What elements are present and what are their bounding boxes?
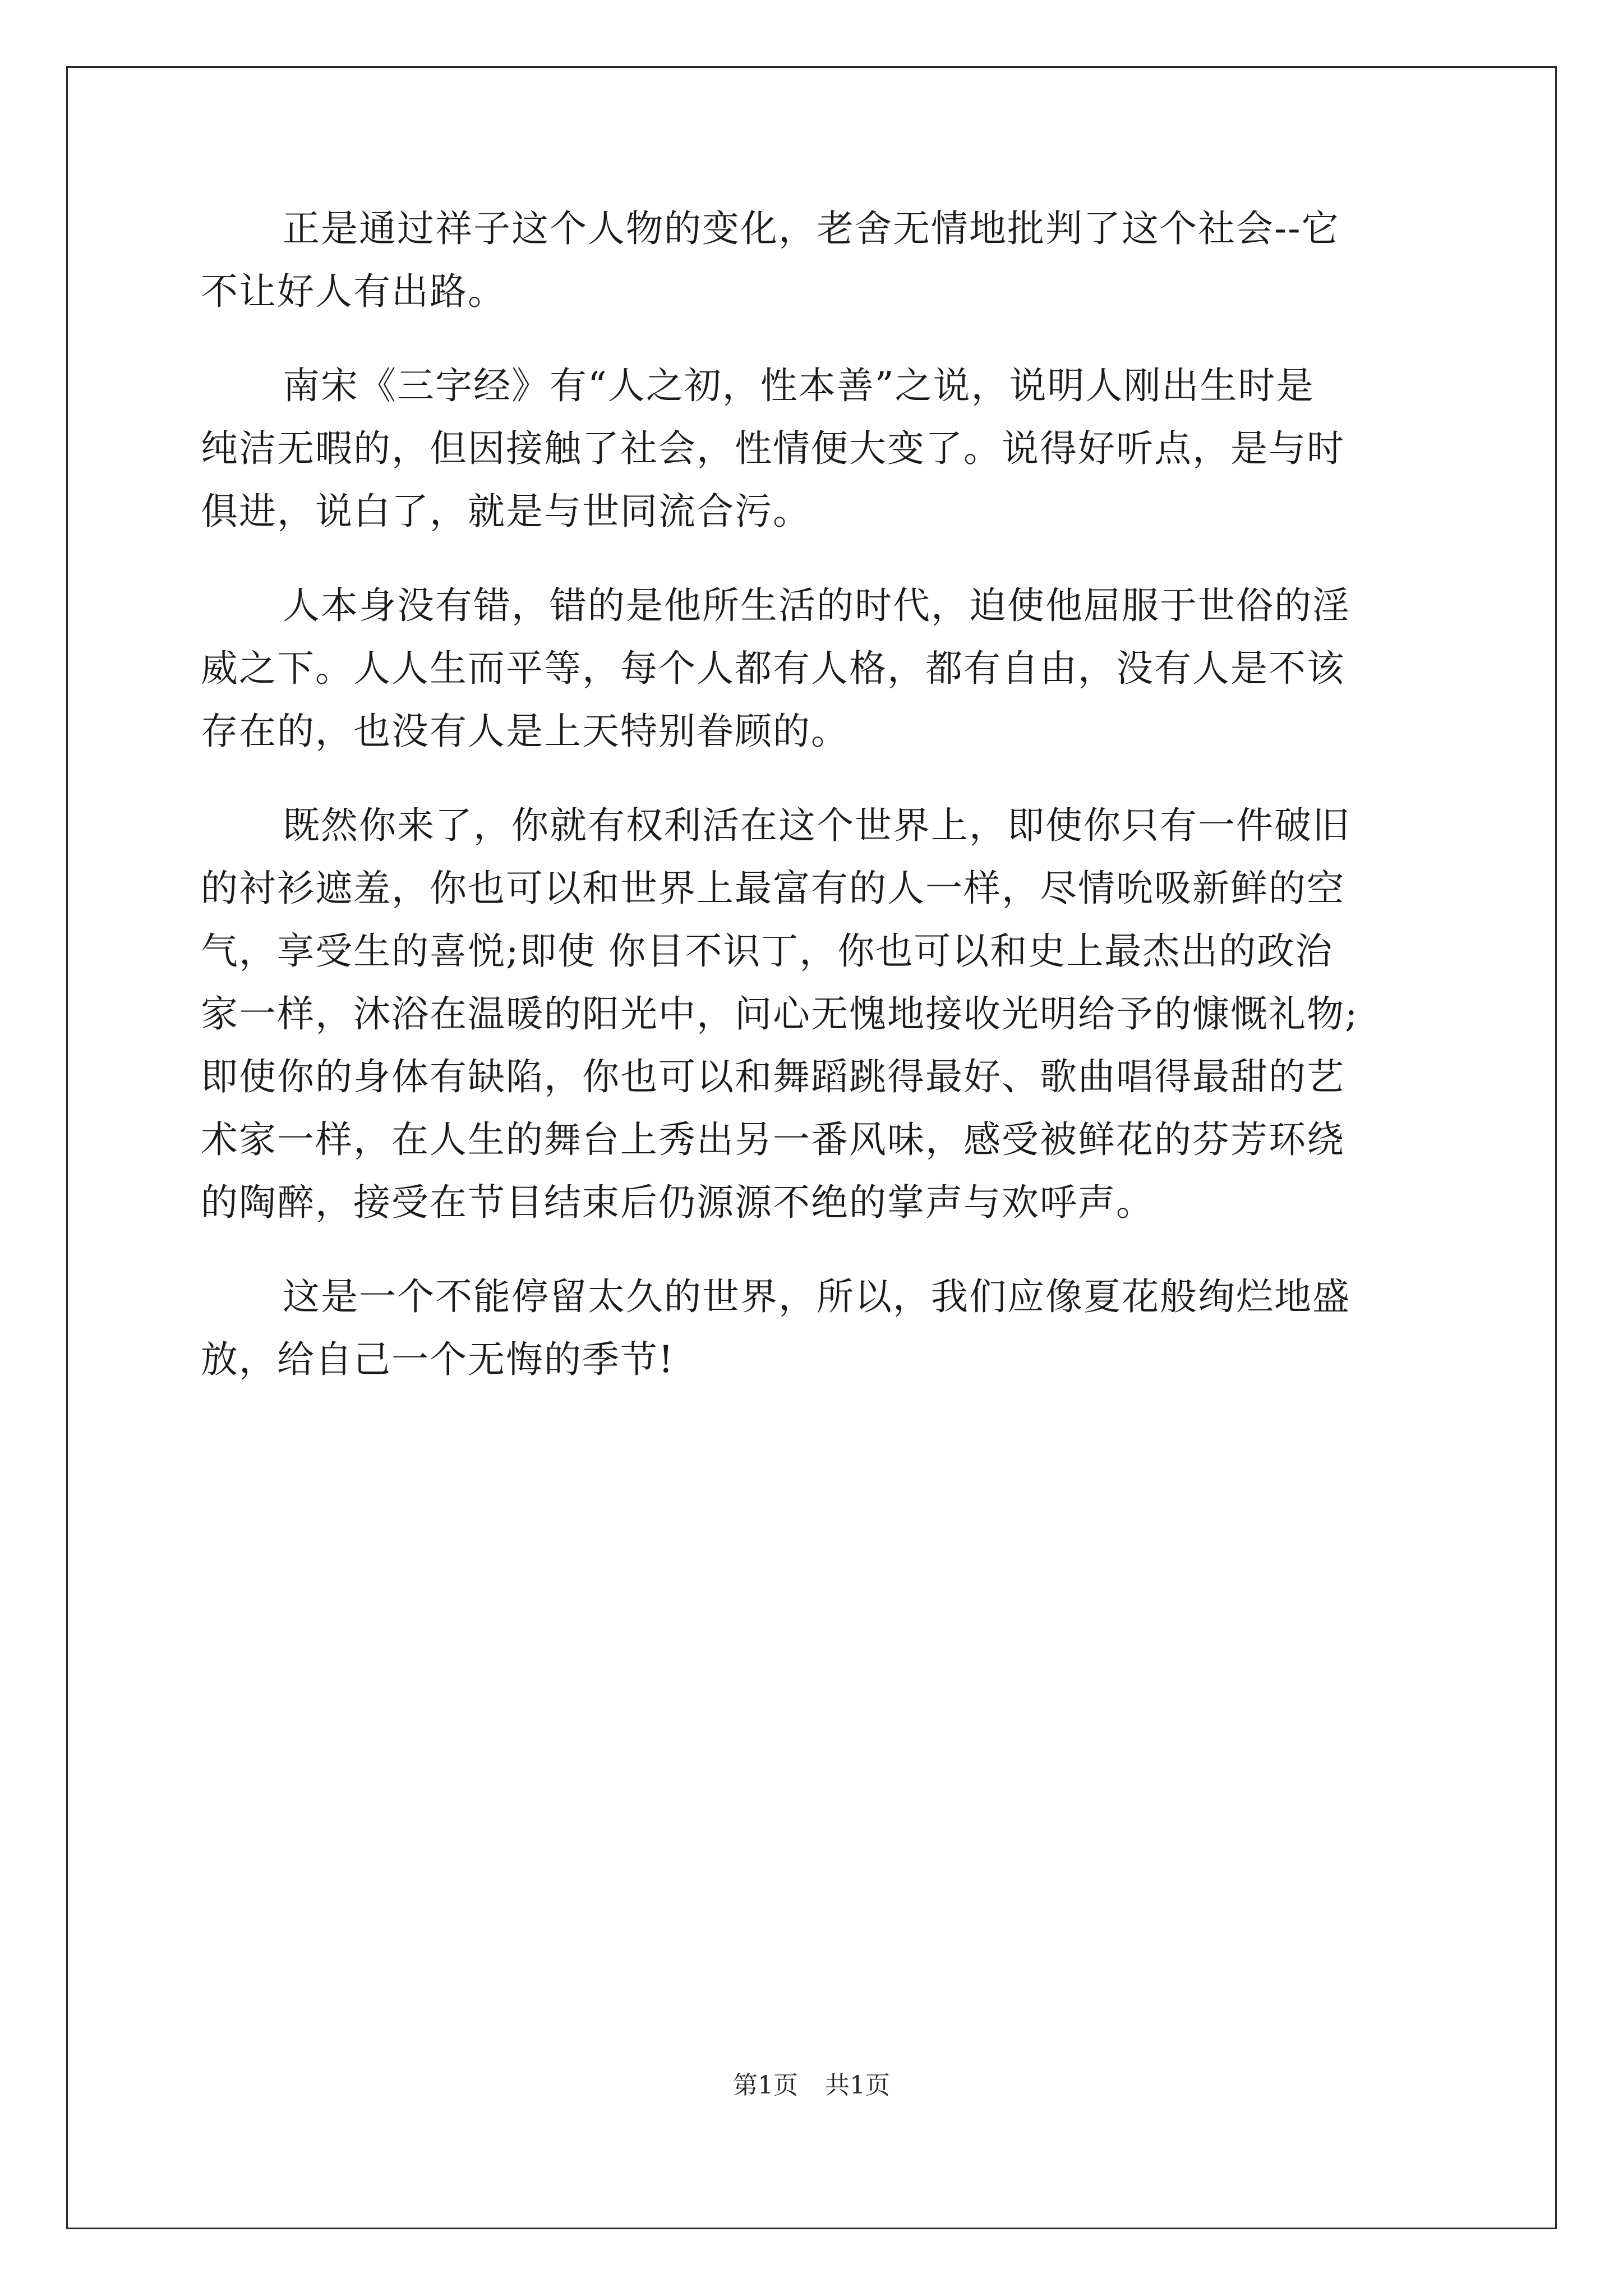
paragraph-4-line-1: 既然你来了，你就有权利活在这个世界上，即使你只有一件破旧 bbox=[283, 804, 1350, 847]
paragraph-5-line-1: 这是一个不能停留太久的世界，所以，我们应像夏花般绚烂地盛 bbox=[283, 1275, 1350, 1318]
paragraph-4-line-6: 术家一样，在人生的舞台上秀出另一番风味，感受被鲜花的芬芳环绕 bbox=[201, 1118, 1345, 1161]
page-number-current: 第1页 bbox=[733, 2071, 798, 2100]
paragraph-1-line-1: 正是通过祥子这个人物的变化，老舍无情地批判了这个社会--它 bbox=[283, 207, 1340, 250]
page-footer bbox=[0, 2069, 1623, 2102]
paragraph-1-line-2: 不让好人有出路。 bbox=[201, 270, 506, 313]
paragraph-4-line-5: 即使你的身体有缺陷，你也可以和舞蹈跳得最好、歌曲唱得最甜的艺 bbox=[201, 1055, 1345, 1098]
document-body bbox=[201, 197, 1429, 1391]
paragraph-4-line-4: 家一样，沐浴在温暖的阳光中，问心无愧地接收光明给予的慷慨礼物; bbox=[201, 992, 1359, 1036]
paragraph-3-line-1: 人本身没有错，错的是他所生活的时代，迫使他屈服于世俗的淫 bbox=[283, 584, 1350, 627]
paragraph-4-line-7: 的陶醉，接受在节目结束后仍源源不绝的掌声与欢呼声。 bbox=[201, 1181, 1154, 1224]
paragraph-4-line-2: 的衬衫遮羞，你也可以和世界上最富有的人一样，尽情吮吸新鲜的空 bbox=[201, 867, 1345, 910]
paragraph-2-line-2: 纯洁无暇的，但因接触了社会，性情便大变了。说得好听点，是与时 bbox=[201, 427, 1345, 470]
paragraph-2-line-3: 俱进，说白了，就是与世同流合污。 bbox=[201, 490, 811, 533]
paragraph-5-line-2: 放，给自己一个无悔的季节! bbox=[201, 1338, 675, 1381]
paragraph-4-line-3: 气，享受生的喜悦;即使 你目不识丁，你也可以和史上最杰出的政治 bbox=[201, 930, 1334, 973]
paragraph-3-line-2: 威之下。人人生而平等，每个人都有人格，都有自由，没有人是不该 bbox=[201, 647, 1345, 690]
page-number-total: 共1页 bbox=[825, 2071, 890, 2100]
paragraph-2-line-1: 南宋《三字经》有“人之初，性本善”之说，说明人刚出生时是 bbox=[283, 364, 1315, 407]
paragraph-3-line-3: 存在的，也没有人是上天特别眷顾的。 bbox=[201, 710, 849, 753]
